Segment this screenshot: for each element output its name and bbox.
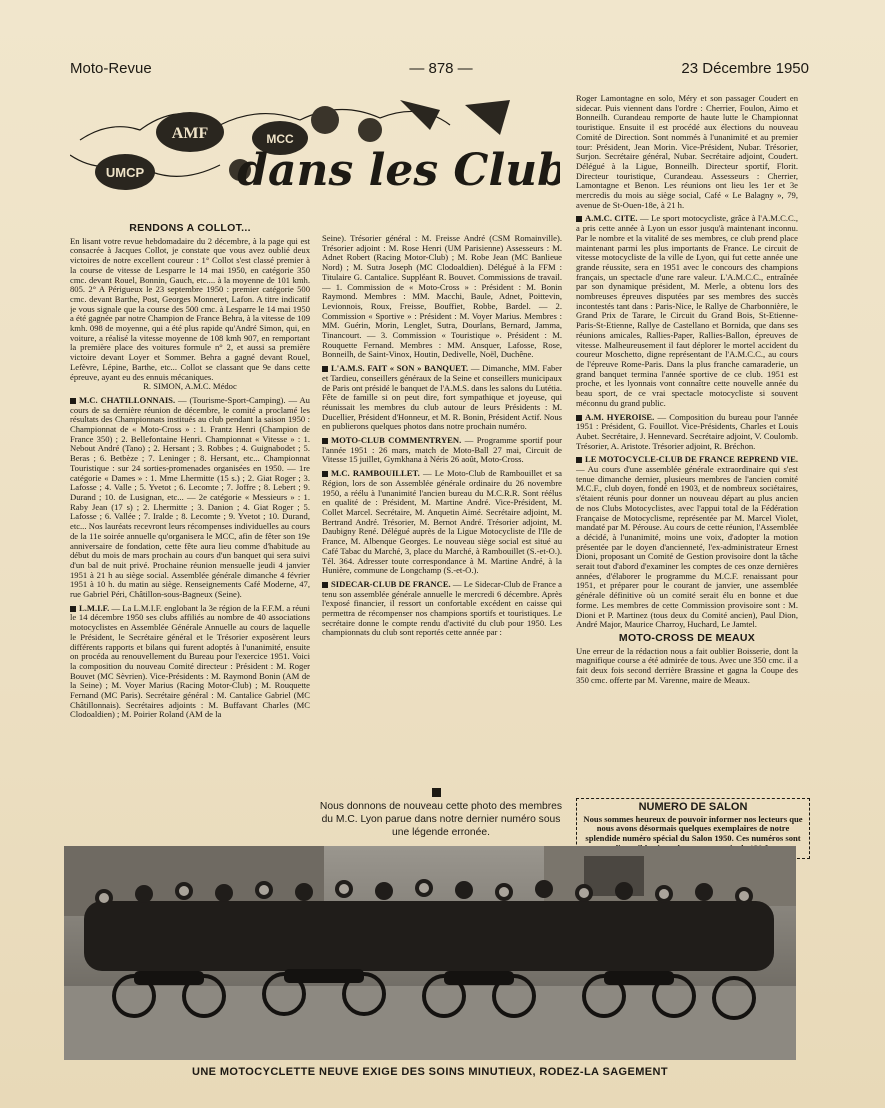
article-body: — (Tourisme-Sport-Camping). — Au cours de sa dernière réunion de décembre, le comité a proclamé les résultats des Championnats institués au club pendant la saison 1950 : Championnat de « Moto-Cross » : 1. Frantz Henri (Champion de France 350) ; 2. Bellefontaine Henri. Championnat « Vitesse » : 1. Nebout André (Tano) ; 2. Hersant ; 3. Robbes ; 4. Guignabodet ; 5. Beras ; 6. Betbèze ; 7. Leninger ; 8. Hersant, etc... Championnat Touristique : sur 24 sorties-promenades organisées en 1950. — 1re catégorie « Dames » : 1. Mme Lhermitte (15 s.) ; 2. Giat Roger ; 3. Lafosse ; 4. Valle ; 5. Yvetot ; 6. Lecomte ; 7. Joffre ; 8. Lebert ; 9. Durand ; 10. de Lusignan, etc... — 2e catégorie « Messieurs » : 1. Raby Jean (17 s) ; 2. Lhermitte ; 3. Danion ; 4. Giat Roger ; 5. Lafosse ; 6. Vallée ; 7. Iralde ; 8. Lecomte ; 9. Yvetot ; 10. Durand, etc... Nos lauréats recevront leurs récompenses individuelles au cours de la 11e soirée annuelle qu'organisera le MCC, afin de fêter son 19e anniversaire de fondation, cette fête aura lieu comme d'habitude au début du mois de mars prochain au cours d'un banquet qui sera suivi d'un bal de nuit privé. Prochaine réunion mensuelle jeudi 4 janvier 1951 à 21 h au siège social. Assemblée générale dimanche 4 février 1951 à 10 h. du matin au siège. Renseignements Café Moderne, 47, rue Gabriel Péri, Châtillon-sous-Bagneux (Seine). [70,394,310,600]
article-lead: M.C. RAMBOUILLET. [331,468,420,479]
column-1 [70,224,310,836]
article-lead: A.M. HYEROISE. [585,411,655,422]
article-amc-cite [576,214,798,408]
bullet-square-icon [322,582,328,588]
article-lead: SIDECAR-CLUB DE FRANCE. [331,578,451,589]
bullet-square-icon [576,457,582,463]
article-body: — Dimanche, MM. Faber et Tardieu, conseillers généraux de la Seine et conseillers municipaux de Paris ont présidé le banquet de l'A.M.S. dans les salons du Lutétia. Fête de famille si on peut dire, fort sympathique et joyeuse, qui réunissait les membres du club autour de leurs Présidents : M. Ducellier, Président d'Honneur, et M. R. Bonin, Président Actif. Nous en publierons quelques photos dans notre prochain numéro. [322,363,562,432]
article-body: — Au cours d'une assemblée générale extraordinaire qui s'est tenue dimanche dernier, plusieurs membres de l'ancien comité M.C.F., club doyen, fondé en 1903, et de nombreux sociétaires, s'étaient réunis pour donner un nouveau départ au plus ancien de nos Clubs Motocyclistes, avec l'appui total de la Fédération Française de Motocyclisme, représentée par M. Marcel Violet, mandaté par M. Pérouse. Au cours de cette réunion, l'Assemblée a décidé, à l'unanimité, moins une voix, d'adopter la motion présentée par le doyen d'ancienneté, l'ex-administrateur Ernest Dioni, proposant un Comité de Gestion provisoire dont la tâche serait tout d'abord d'examiner les comptes de ces onze dernières années, d'élaborer le programme du M.C.F. renaissant pour 1951, et préparer pour le courant de janvier, une assemblée générale définitive où un comité serait élu en bonne et due forme. Les membres de cette Commission provisoire sont : M. Dioni et P. Martinez (tous deux du Comité ancien), Paul Dion, André Major, Maurice Charroy, Huchard, Le Jamtel. [576,464,798,630]
photo-illustration [64,846,796,1060]
article-body: — Le Sidecar-Club de France a tenu son assemblée générale annuelle le mercredi 6 décembre. Après l'exposé financier, il ressort un confortable excédent en caisse qui permettra de récompenser nos champions sportifs et touristiques. Le secrétaire donne le compte rendu d'activité du club pour 1950. Les championnats du club sont reportés cette année par : [322,578,562,638]
banner-illustration [70,80,560,220]
article-body: — Le sport motocycliste, grâce à l'A.M.C.C., a pris cette année à Lyon un essor jusqu'à maintenant inconnu. Par le nombre et la vitalité de ses membres, ce club prend place maintenant parmi les plus importants de France. Le circuit de vitesse motocycliste de la ville de Lyon, qui fut cette année une grande réussite, sera en 1951 avec le concours des champions français, un spectacle d'une rare valeur. L'A.M.C.C., entraînée par son dynamique président, M. Merle, a obtenu lors des nombreuses épreuves disputées par ses membres des succès incontestés tant dans : Paris-Nice, le Rallye de Charbonnière, le Grand Prix de Tarare, le Circuit du Grand Bois, St-Etienne-Paris-St-Etienne, Rallye de Castellano et Bornida, que dans ses réunions amicales, Rallies-Paper, Rallies-Ballon, épreuves de vitesse. Malheureusement il faut déplorer le mortel accident du coureur Moschetto, digne représentant de l'A.M.C.C., au cours de l'épreuve Rome-Paris. Dans la plus franche camaraderie, un grand banquet termina l'année sportive de ce club. 1951 est proche, et les lyonnais vont connaître cette nouvelle année du beau sport, de ce vrai spectacle motocycliste si souvent méconnu du grand public. [576,213,798,408]
column-3 [576,94,798,800]
photo-caption: UNE MOTOCYCLETTE NEUVE EXIGE DES SOINS MINUTIEUX, RODEZ-LA SAGEMENT [191,1066,668,1078]
article-sidecar-club [322,580,562,638]
article-lead: L'A.M.S. FAIT « SON » BANQUET. [331,363,469,374]
bullet-square-icon [576,216,582,222]
article-lead: LE MOTOCYCLE-CLUB DE FRANCE REPREND VIE. [585,454,798,465]
article-lead: A.M.C. CITE. [585,213,638,224]
article-title: RENDONS A COLLOT... [129,224,251,234]
club-group-photo [64,846,796,1060]
header-page-number: — 878 — [409,60,473,77]
banner-title: dans les Clubs [237,145,560,196]
article-body: — Composition du bureau pour l'année 1951 : Président, G. Fouillot. Vice-Présidents, Charles et Louis Aubet. Secrétaire, J. Hennevard. Secrétaire adjoint, V. Coulomb. Trésorier, A. Aristote. Trésorier adjoint, R. Bréchon. [576,411,798,451]
bullet-square-icon [322,438,328,444]
badge-umcp: UMCP [105,165,145,180]
article-rendons-a-collot [70,224,310,392]
article-signature: R. SIMON, A.M.C. Médoc [143,381,237,392]
article-body: Seine). Trésorier général : M. Freisse André (CSM Romainville). Trésorier adjoint : M. Rose Henri (UM Parisienne) Assesseurs : M. Adnet Robert (Racing Motor-Club) ; M. Robe Jean (MC Banlieue Nord) ; M. Sutra Joseph (MC Clodoaldien). Délégué à la FFM : Titulaire G. Cantalice. Suppléant R. Bouvet. Commissions de travail. — 1. Commission de « Moto-Cross » : Président : M. Bonin Raymond. Membres : MM. Macchi, Baule, Adnet, Poittevin, Levionnois, Roux, Freisse, Bouffiet, Robbe, Bardel. — 2. Commission « Sportive » : Président : M. Voyer Marius. Membres : MM. Guérin, Morin, Lenglet, Sutra, Dourlans, Bernard, Jamma, Tinancourt. — 3. Commission « Touristique ». Président : M. Rouquette Fernand. Membres : MM. Ansquer, Lafosse, Rose, Bonneilh, de Saint-Vinox, Houtin, Dedivelle, Noël, Duchêne. [322,234,562,360]
header-date: 23 Décembre 1950 [681,60,809,77]
article-ams-banquet [322,364,562,432]
article-title: MOTO-CROSS DE MEAUX [618,631,756,644]
article-motocycle-club-de-france [576,455,798,630]
bullet-square-icon [322,471,328,477]
badge-mcc: MCC [266,132,294,146]
article-body: En lisant votre revue hebdomadaire du 2 décembre, à la page qui est consacrée à Jacques Collot, je constate que vous avez oublié deux victoires de notre excellent coureur : 1° Collot s'est classé premier à la course de vitesse de Lesparre le 14 mai 1950, en catégorie 350 cmc. devant Rouel, Bonnin, Gauch, etc.... à la moyenne de 101 kmh. 805. 2° A Périgueux le 23 septembre 1950 : premier catégorie 500 cmc. devant Barthe, Post, Georges Monneret, Lafon. A titre indicatif je vous signale que la course des 500 cmc. à Lesparre le 14 mai 1950 a été gagnée par notre Champion de France Behra, à la vitesse de 109 kmh. 098 de moyenne, qui a été plus rapide qu'André Simon, qui, en voiture, a réalisé la vitesse moyenne de 108 kmh 907, en remportant la première place des voitures formule n° 2, et aussi sa première victoire devant Loyer et Sommer. Behra a gagné devant Rouel, Lefèvre, Lépine, Barthe, etc... Collot se classant que 9e dans cette épreuve, ayant eu des ennuis mécaniques. [70,235,310,382]
badge-amf: AMF [171,125,209,142]
article-body: — La L.M.I.F. englobant la 3e région de la F.F.M. a réuni le 14 décembre 1950 ses clubs affiliés au nombre de 40 associations motocyclistes en Assemblée Générale Annuelle au cours de laquelle le Président, le Secrétaire général et le Trésorier exposèrent leurs différents rapports et bilans qui furent adoptés à l'unanimité, ensuite on procéda au renouvellement du Bureau pour l'exercice 1951. Voici la composition du nouveau Comité directeur : Président : M. Roger Bouvet (MC Sèvrien). Vice-Présidents : M. Raymond Bonin (AM de la Seine) ; M. Voyer Marius (Racing Motor-Club) ; M. Rouquette Fernand (MC Paris). Secrétaire général : M. Cantalice Gabriel (MC Châtillonnais). Secrétaires adjoints : M. Buffavant Charles (MC Clodoaldien) ; M. Poirier Roland (AM de la [70,602,310,720]
article-lead: MOTO-CLUB COMMENTRYEN. [331,435,462,446]
article-am-hyeroise [576,413,798,452]
photo-note: Nous donnons de nouveau cette photo des membres du M.C. Lyon parue dans notre dernier numéro sous une légende erronée. [319,801,563,838]
article-lead: L.M.I.F. [79,602,110,613]
article-body: — Le Moto-Club de Rambouillet et sa Région, lors de son Assemblée générale ordinaire du 26 novembre 1950, a réélu à l'unanimité l'ancien bureau du M.C.R.R. Sont réélus en qualité de : Président, M. Martine André. Vice-Président, M. Collet Marcel. Secrétaire, M. Anquetin Aimé. Secrétaire adjoint, M. Bertrand André. Trésorier, M. Bernot André. Trésorier adjoint, M. Daubigny René. Délégué auprès de la Ligue Motocycliste de l'Ile de France, M. Albenque Georges. Le nouveau siège social est situé au Café Tabac du Marché, 3, place du Marché, à Rambouillet (S.-et-O.). Tél. 364. Adresser toute correspondance à M. Martine André, à la Hunière, commune de Longchamp (S.-et-O.). [322,468,562,576]
article-sidecar-club-continued [576,94,798,210]
article-moto-cross-de-meaux [576,631,798,686]
bullet-square-icon [70,606,76,612]
section-banner [70,80,560,220]
article-mc-rambouillet [322,469,562,576]
bullet-square-icon [322,366,328,372]
article-lmif [70,604,310,720]
bullet-square-icon [576,415,582,421]
salon-body: Nous sommes heureux de pouvoir informer nos lecteurs que nous avons désormais quelques exemplaires de notre splendide numéro spécial du Salon 1950. Ces numéros sont [583,813,803,844]
article-lead: M.C. CHATILLONNAIS. [79,394,176,405]
article-mc-chatillonnais [70,396,310,600]
article-body: Une erreur de la rédaction nous a fait oublier Boisserie, dont la magnifique course a été admirée de tous. Avec une 350 cmc. il a fait deux fois second derrière Brassine et gagna la Coupe des 350 cmc. offerte par M. Varenne, maire de Meaux. [576,645,798,685]
article-body: — Programme sportif pour l'année 1951 : 26 mars, match de Moto-Ball 27 mai, Circuit de Vitesse 15 juillet, Gymkhana à Néris 26 août, Moto-Cross. [322,435,562,465]
article-body: Roger Lamontagne en solo, Méry et son passager Coudert en sidecar. Puis viennent dans l'ordre : Cherrier, Foulon, Aimo et Bonneilh. Curandeau remporte de haute lutte le Championnat touristique. Ensuite il est procédé aux élections du nouveau Comité de Direction. Sont nommés à l'unanimité et au premier tour: Président, Jean Morin. Vice-Président, Nubar. Trésorier, Surjon. Secrétaire général, Nubar. Secrétaire adjoint, Coudert. Délégué à la Ligue, Bonneilh. Directeur sportif, Florit. Directeur touristique, Curandeau. Assesseurs : Cherrier, Lamontagne et Benon. Les réunions ont lieu les 1er et 3e mercredis du mois au siège social, Café « Le Balagny », 79, avenue de St-Ouen-18e, à 21 h. [576,94,798,210]
column-2 [322,234,562,794]
header-publication: Moto-Revue [70,60,152,77]
section-divider-square-icon [432,788,441,797]
salon-title: NUMERO DE SALON [638,801,748,813]
article-lmif-continued [322,234,562,360]
article-moto-club-commentryen [322,436,562,465]
bullet-square-icon [70,398,76,404]
